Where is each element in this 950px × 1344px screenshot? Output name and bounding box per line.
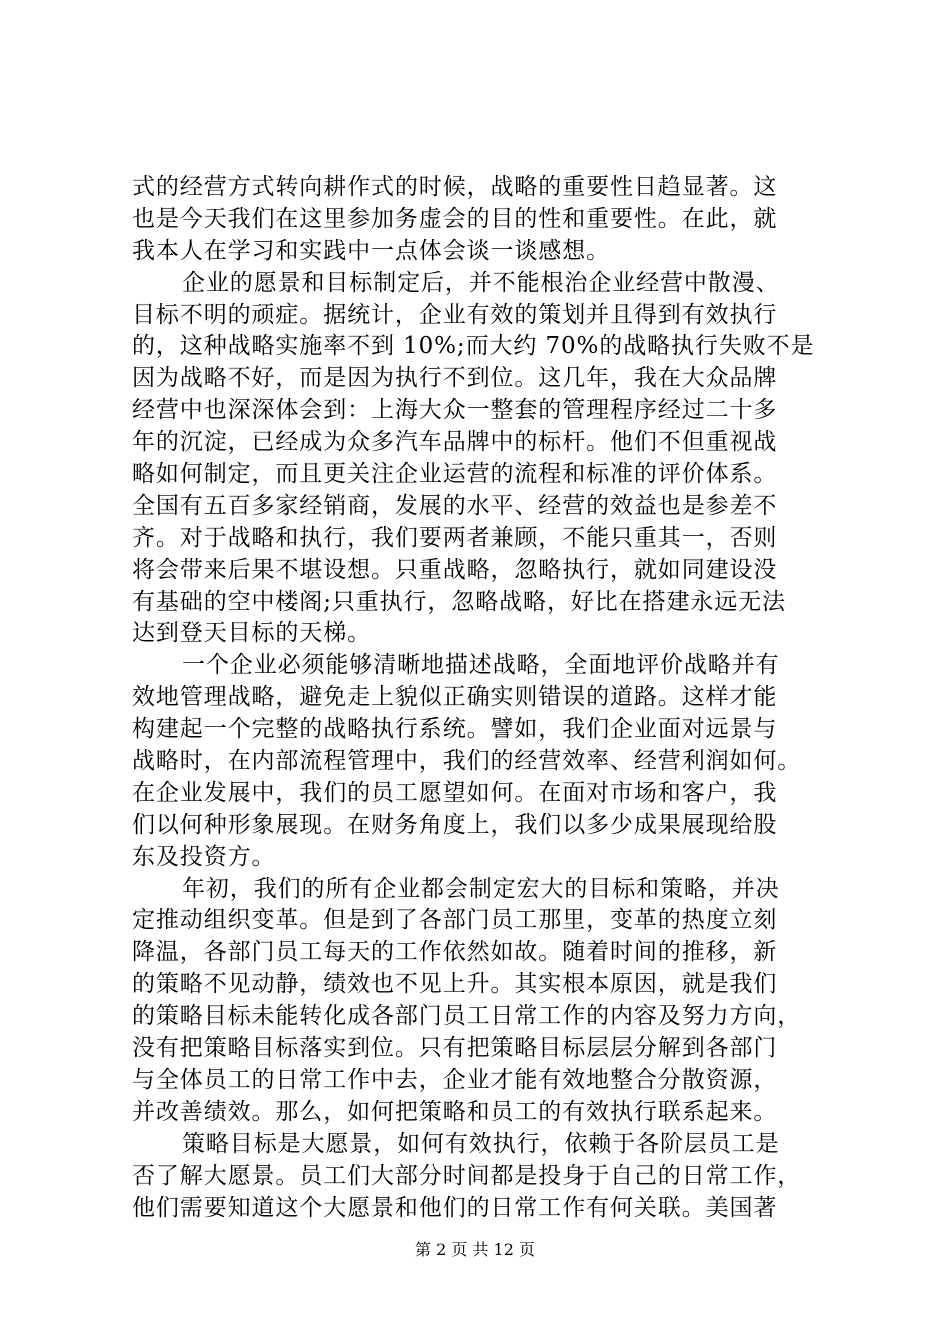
text-line: 略如何制定，而且更关注企业运营的流程和标准的评价体系。 [132,461,778,488]
text-line: 定推动组织变革。但是到了各部门员工那里，变革的热度立刻 [132,907,778,934]
text-line: 降温，各部门员工每天的工作依然如故。随着时间的推移，新 [132,939,778,966]
text-line: 的策略不见动静，绩效也不见上升。其实根本原因，就是我们 [132,971,778,998]
text-line: 的策略目标未能转化成各部门员工日常工作的内容及努力方向， [132,1003,802,1030]
text-line: 年初，我们的所有企业都会制定宏大的目标和策略，并决 [182,875,780,902]
text-line: 有基础的空中楼阁;只重执行，忽略战略，好比在搭建永远无法 [132,588,786,615]
text-line: 没有把策略目标落实到位。只有把策略目标层层分解到各部门 [132,1035,778,1062]
text-line: 们以何种形象展现。在财务角度上，我们以多少成果展现给股 [132,811,778,838]
text-line: 将会带来后果不堪设想。只重战略，忽略执行，就如同建设没 [132,556,778,583]
text-line: 式的经营方式转向耕作式的时候，战略的重要性日趋显著。这 [132,174,778,200]
text-line: 全国有五百多家经销商，发展的水平、经营的效益也是参差不 [132,492,778,519]
text-line: 齐。对于战略和执行，我们要两者兼顾，不能只重其一，否则 [132,524,778,551]
page-number-footer: 第 2 页 共 12 页 [415,1240,535,1259]
text-line: 与全体员工的日常工作中去，企业才能有效地整合分散资源， [132,1066,778,1093]
text-line: 年的沉淀，已经成为众多汽车品牌中的标杆。他们不但重视战 [132,429,778,456]
text-line: 战略时，在内部流程管理中，我们的经营效率、经营利润如何。 [132,748,802,775]
text-line: 也是今天我们在这里参加务虚会的目的性和重要性。在此，就 [132,205,778,232]
text-line: 一个企业必须能够清晰地描述战略，全面地评价战略并有 [182,652,780,679]
text-line: 经营中也深深体会到：上海大众一整套的管理程序经过二十多 [132,397,778,424]
text-line: 企业的愿景和目标制定后，并不能根治企业经营中散漫、 [182,269,780,296]
text-line: 效地管理战略，避免走上貌似正确实则错误的道路。这样才能 [132,684,778,711]
text-line: 策略目标是大愿景，如何有效执行，依赖于各阶层员工是 [182,1130,780,1157]
text-line: 的，这种战略实施率不到 10%;而大约 70%的战略执行失败不是 [132,333,815,360]
text-line: 他们需要知道这个大愿景和他们的日常工作有何关联。美国著 [132,1194,778,1221]
text-line: 东及投资方。 [132,843,276,870]
text-line: 我本人在学习和实践中一点体会谈一谈感想。 [132,237,610,264]
text-line: 因为战略不好，而是因为执行不到位。这几年，我在大众品牌 [132,365,778,392]
text-line: 在企业发展中，我们的员工愿望如何。在面对市场和客户，我 [132,779,778,806]
text-line: 目标不明的顽症。据统计，企业有效的策划并且得到有效执行 [132,301,778,328]
text-line: 否了解大愿景。员工们大部分时间都是投身于自己的日常工作， [132,1162,802,1189]
text-line: 并改善绩效。那么，如何把策略和员工的有效执行联系起来。 [132,1098,778,1125]
text-line: 构建起一个完整的战略执行系统。譬如，我们企业面对远景与 [132,716,778,743]
document-body [132,172,832,1224]
text-line: 达到登天目标的天梯。 [132,620,371,647]
